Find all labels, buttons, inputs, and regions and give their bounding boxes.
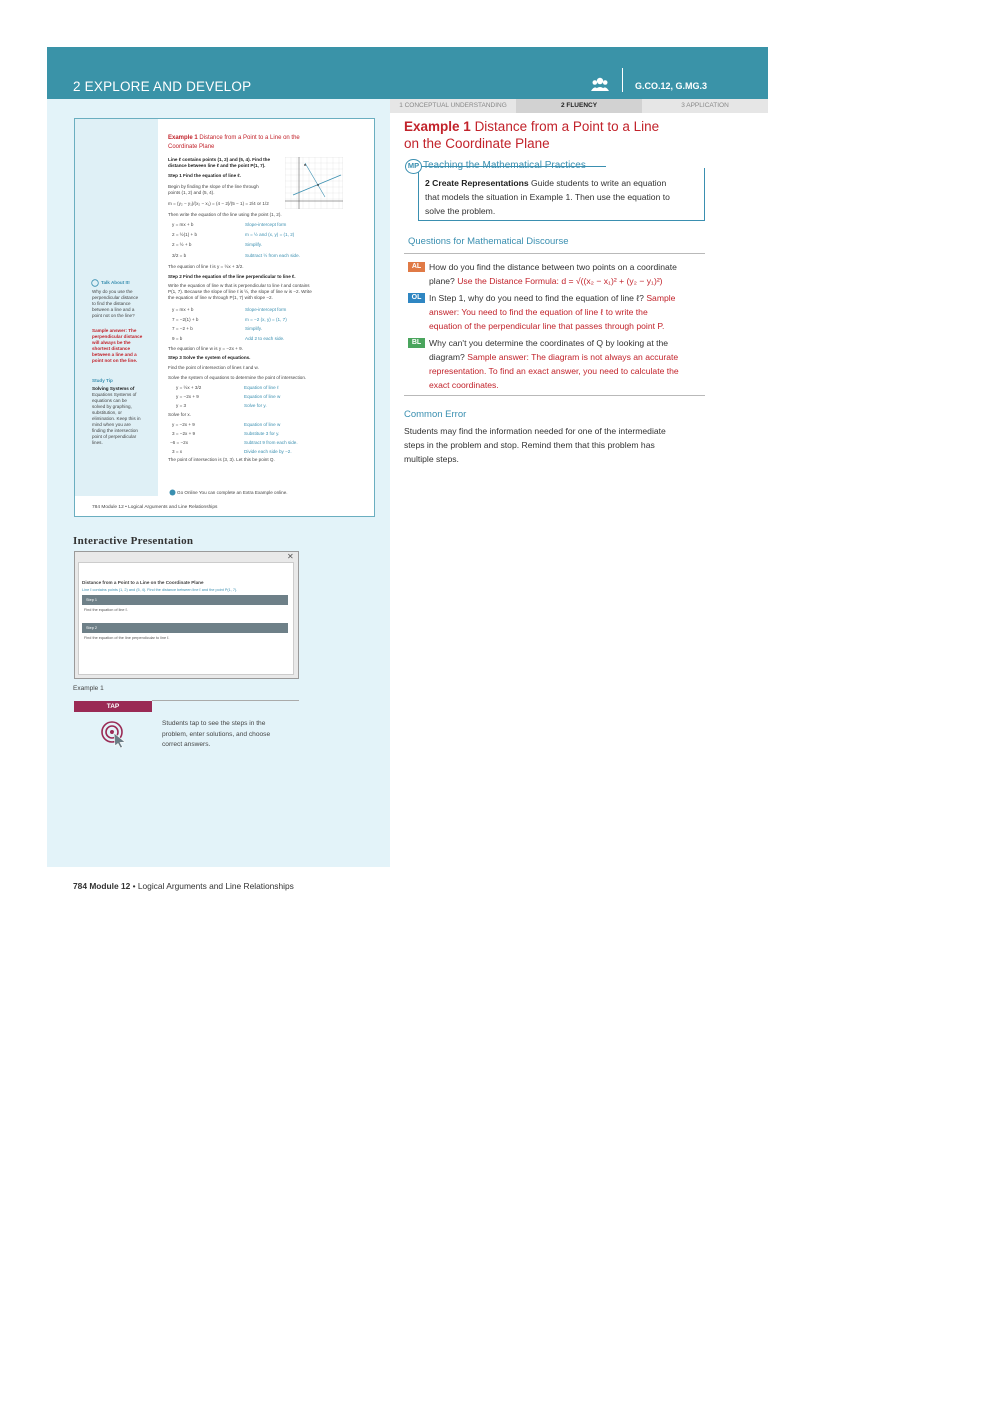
study-tip-line: finding the intersection — [92, 428, 138, 433]
sample-answer-line: perpendicular distance — [92, 334, 143, 339]
divider — [404, 395, 705, 396]
thumb-eq: y = mx + b — [172, 222, 194, 227]
thumb-text: Find the point of intersection of lines ℓ and w. — [168, 365, 259, 370]
talk-icon — [91, 279, 99, 287]
page-number: 784 — [73, 881, 87, 891]
section-title: 2 EXPLORE AND DEVELOP — [73, 79, 252, 94]
presentation-heading: Distance from a Point to a Line on the Coordinate Plane — [82, 580, 204, 585]
thumb-go-online: Go Online You can complete an Extra Example online. — [177, 490, 288, 495]
thumb-eq-note: Subtract 9 from each side. — [244, 440, 298, 445]
coordinate-plane-graph — [285, 157, 343, 209]
step1-bar[interactable] — [82, 595, 288, 605]
presentation-subtitle: Line ℓ contains points (1, 2) and (5, 4). Find the distance between line ℓ and the point P(1, 7). — [82, 588, 238, 592]
group-icon — [591, 76, 609, 92]
tab-fluency[interactable]: 2 FLUENCY — [516, 99, 642, 113]
thumb-eq-note: Equation of line w — [244, 422, 281, 427]
mp-badge: MP — [405, 159, 422, 174]
thumb-eq: y = −2x + 9 — [172, 422, 195, 427]
thumb-eq-note: Simplify. — [245, 326, 263, 331]
interactive-presentation-title: Interactive Presentation — [73, 535, 194, 547]
tab-conceptual[interactable]: 1 CONCEPTUAL UNDERSTANDING — [399, 102, 507, 109]
study-tip-title: Study Tip — [92, 378, 113, 383]
thumb-eq: 3 = −2x + 9 — [172, 431, 196, 436]
close-icon[interactable]: ✕ — [287, 552, 294, 561]
module-title: • Logical Arguments and Line Relationships — [130, 881, 294, 891]
thumb-eq-note: Slope-intercept form — [245, 222, 287, 227]
example-title — [404, 118, 704, 152]
thumb-slope-eq: m = (y₂ − y₁)/(x₂ − x₁) = (4 − 2)/(5 − 1) = 2/4 or 1/2 — [168, 201, 269, 206]
thumb-eq-note: Divide each side by −2. — [244, 449, 292, 454]
example-title-line1: Distance from a Point to a Line — [474, 119, 660, 134]
thumb-eq: 9 = b — [172, 336, 183, 341]
thumb-text: the equation of line w through P(1, 7) with slope −2. — [168, 295, 273, 300]
thumb-eq: y = mx + b — [172, 307, 194, 312]
mp-body — [425, 176, 697, 218]
thumb-step3: Step 3 Solve the system of equations. — [168, 355, 251, 360]
thumb-eq: −6 = −2x — [170, 440, 189, 445]
tap-badge: TAP — [74, 701, 152, 712]
header-divider — [622, 68, 623, 92]
thumb-eq: 2 = ½(1) + b — [172, 232, 198, 237]
thumb-eq-note: Equation of line w — [244, 394, 281, 399]
thumb-text: The equation of line ℓ is y = ½x + 3/2. — [168, 264, 244, 269]
discourse-title: Questions for Mathematical Discourse — [408, 236, 569, 247]
thumb-text: Begin by finding the slope of the line through — [168, 184, 259, 189]
thumb-eq: 3/2 = b — [172, 253, 187, 258]
tap-divider — [152, 700, 299, 701]
thumb-eq-note: Subtract ½ from each side. — [245, 253, 300, 258]
step1-text: Find the equation of line ℓ. — [84, 608, 128, 612]
talk-about-title: Talk About It! — [101, 280, 130, 285]
thumb-eq: y = ½x + 3/2 — [176, 385, 202, 390]
thumb-text: Solve the system of equations to determine the point of intersection. — [168, 375, 307, 380]
thumb-text: Solve for x. — [168, 412, 191, 417]
talk-line: Why do you use the — [92, 289, 133, 294]
example-label: Example 1 — [404, 119, 471, 134]
sample-answer-line: will always be the — [92, 340, 131, 345]
level-badge-ol: OL — [408, 293, 425, 303]
presentation-content — [78, 562, 294, 675]
thumb-text: points (1, 2) and (5, 4). — [168, 190, 215, 195]
thumb-eq: 2 = ½ + b — [172, 242, 192, 247]
thumb-eq-note: Equation of line ℓ — [244, 385, 279, 390]
tab-application[interactable]: 3 APPLICATION — [681, 102, 729, 109]
divider — [404, 253, 705, 254]
thumb-example-title-2: Coordinate Plane — [168, 144, 215, 150]
study-tip-line: elimination. Keep this in — [92, 416, 141, 421]
talk-line: to find the distance — [92, 301, 131, 306]
study-tip-line: lines. — [92, 440, 103, 445]
thumb-problem: Line ℓ contains points (1, 2) and (5, 4). Find the — [168, 157, 271, 162]
mp-title: Teaching the Mathematical Practices — [423, 160, 586, 171]
presentation-caption: Example 1 — [73, 685, 104, 692]
step2-bar[interactable] — [82, 623, 288, 633]
step2-label: Step 2 — [86, 626, 97, 630]
mp-line: Guide students to write an equation — [528, 178, 667, 188]
common-error-body: Students may find the information needed for one of the intermediate steps in the problem and stop. Remind them that this problem has multiple steps. — [404, 426, 666, 464]
sample-answer-line: shortest distance — [92, 346, 131, 351]
question-al: How do you find the distance between two points on a coordinate plane? Use the Distance Formula: d = √((x₂ − x₁)² + (y₂ − y₁)²) — [429, 262, 677, 286]
thumb-eq: y = −2x + 9 — [176, 394, 199, 399]
thumb-eq-note: m = ½ and (x, y) = (1, 2) — [245, 232, 295, 237]
talk-line: perpendicular distance — [92, 295, 139, 300]
study-tip-line: substitution, or — [92, 410, 122, 415]
thumb-text: Write the equation of line w that is perpendicular to line ℓ and contains — [168, 283, 310, 288]
step2-text: Find the equation of the line perpendicular to line ℓ. — [84, 636, 170, 640]
study-tip-line: Equations Systems of — [92, 392, 137, 397]
study-tip-heading: Solving Systems of — [92, 386, 135, 391]
study-tip-line: point of perpendicular — [92, 434, 137, 439]
study-tip-line: mind when you are — [92, 422, 131, 427]
thumb-step2: Step 2 Find the equation of the line perpendicular to line ℓ. — [168, 274, 296, 279]
thumb-eq: y = 3 — [176, 403, 187, 408]
step1-label: Step 1 — [86, 598, 97, 602]
sample-answer-line: point not on the line. — [92, 358, 138, 363]
study-tip-line: equations can be — [92, 398, 127, 403]
level-badge-al: AL — [408, 262, 425, 272]
thumb-text: Then write the equation of the line using the point (1, 2). — [168, 212, 282, 217]
common-error-title: Common Error — [404, 409, 467, 420]
thumb-problem: distance between line ℓ and the point P(1, 7). — [168, 163, 266, 168]
mp-box-gap — [606, 163, 716, 168]
thumb-eq: 7 = −2(1) + b — [172, 317, 199, 322]
thumb-eq-note: Simplify. — [245, 242, 263, 247]
mp-line: solve the problem. — [425, 206, 496, 216]
level-badge-bl: BL — [408, 338, 425, 348]
question-bl: Why can't you determine the coordinates of Q by looking at the diagram? Sample answer: The diagram is not always an accurate representation. To find an exact answer, you need to calculate the exact coordinates. — [429, 338, 679, 390]
go-online-icon — [169, 489, 176, 496]
page-footer — [73, 881, 294, 891]
tap-icon — [100, 720, 128, 748]
thumb-eq-note: Solve for y. — [244, 403, 267, 408]
question-ol: In Step 1, why do you need to find the equation of line ℓ? Sample answer: You need to find the equation of line ℓ to write the equation of the perpendicular line that passes through point P. — [429, 293, 676, 331]
mp-line: that models the situation in Example 1. Then use the equation to — [425, 192, 670, 202]
thumb-text: The equation of line w is y = −2x + 9. — [168, 346, 243, 351]
thumb-eq-note: Add 2 to each side. — [245, 336, 285, 341]
thumb-eq-note: Slope-intercept form — [245, 307, 287, 312]
thumb-step1: Step 1 Find the equation of line ℓ. — [168, 173, 241, 178]
thumb-text: The point of intersection is (3, 3). Let this be point Q. — [168, 457, 275, 462]
thumb-eq: 7 = −2 + b — [172, 326, 193, 331]
mp-bold: 2 Create Representations — [425, 178, 529, 188]
standards-label: G.CO.12, G.MG.3 — [635, 81, 708, 91]
module-label: Module 12 — [89, 881, 131, 891]
thumb-text: P(1, 7). Because the slope of line ℓ is ½, the slope of line w is −2. Write — [168, 289, 312, 294]
thumb-eq-note: m = −2 (x, y) = (1, 7) — [245, 317, 287, 322]
sample-answer-line: between a line and a — [92, 352, 137, 357]
thumb-eq: 3 = x — [172, 449, 183, 454]
level-tabs — [390, 99, 768, 113]
example-title-line2: on the Coordinate Plane — [404, 136, 550, 151]
tap-description: Students tap to see the steps in the problem, enter solutions, and choose correct answers. — [162, 720, 271, 748]
talk-line: between a line and a — [92, 307, 135, 312]
thumb-eq-note: Substitute 3 for y. — [244, 431, 280, 436]
study-tip-line: solved by graphing, — [92, 404, 132, 409]
sample-answer-line: Sample answer: The — [92, 328, 137, 333]
talk-line: point not on the line? — [92, 313, 135, 318]
thumb-example-title: Example 1 Distance from a Point to a Line on the — [168, 135, 300, 141]
thumb-page-footer: 784 Module 12 • Logical Arguments and Line Relationships — [92, 505, 218, 510]
